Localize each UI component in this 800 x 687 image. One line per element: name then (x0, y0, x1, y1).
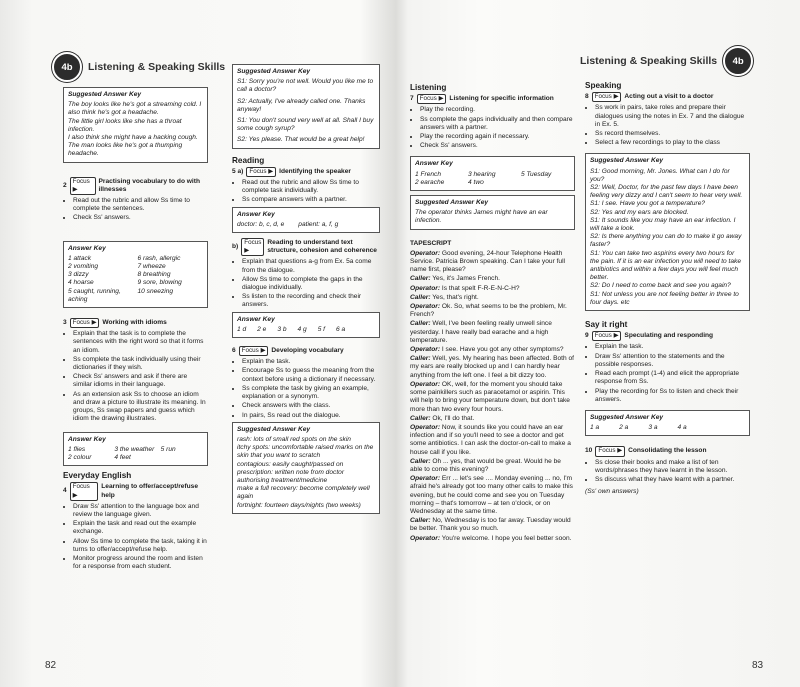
answer-line: S1: Sorry you're not well. Would you like me to call a doctor? (237, 78, 374, 94)
step-item: • As an extension ask Ss to choose an idiom and draw a picture to illustrate its meaning. In groups, Ss swap papers and guess which idiom the drawing illustrates. (73, 391, 208, 424)
speaking-heading: Speaking (585, 81, 622, 90)
exercise-number: 10 (585, 447, 593, 455)
answer-line: The operator thinks James might have an ear infection. (415, 209, 548, 225)
step-item: • Explain that questions a-g from Ex. 5a come from the dialogue. (242, 258, 380, 274)
exercise-7-suggested-key (410, 195, 575, 230)
answer-line: S2: Yes please. That would be a great help! (237, 136, 365, 144)
left-page (0, 0, 395, 687)
answer-line: rash: lots of small red spots on the skin (237, 435, 351, 443)
answer-line: The little girl looks like she has a throat infection. (68, 117, 182, 133)
tapescript-line (410, 381, 575, 414)
tapescript-line (410, 275, 575, 283)
answer: 2 a (619, 424, 629, 432)
step-item: • Ss complete the task individually using their dictionaries if they wish. (73, 356, 208, 372)
answer: 1 a (590, 424, 600, 432)
exercise-6-steps (232, 358, 380, 419)
answer-key-title: Suggested Answer Key (237, 68, 311, 75)
right-column-2 (585, 82, 750, 496)
exercise-2-heading (63, 177, 208, 195)
exercise-title: Reading to understand text structure, cohesion and coherence (267, 239, 377, 255)
exercise-5a-steps (232, 179, 380, 205)
triangle-icon: ▶ (72, 491, 78, 499)
step-item: • Ss work in pairs, take roles and prepare their dialogues using the notes in Ex. 7 and the dialogue in Ex. 5. (595, 104, 750, 129)
focus-text: Focus (241, 347, 259, 355)
step-item: • Explain the task. (595, 343, 750, 351)
tapescript-line (410, 535, 575, 543)
step-item: • Draw Ss' attention to the statements and the possible responses. (595, 353, 750, 369)
answer-line: The boy looks like he's got a streaming cold. I (68, 101, 202, 109)
answer: patient: a, f, g (298, 220, 339, 228)
speaker: Operator: (410, 475, 441, 483)
answer-grid (68, 255, 203, 304)
exercise-6-heading (232, 346, 380, 356)
utterance: Now, it sounds like you could have an ear infection and if so you'll need to see a doctor and get some antibiotics. I can ask the doctor-on-call to make a house call if you like. (410, 423, 571, 456)
step-item: • Ss complete the task by giving an example, explanation or a synonym. (242, 385, 380, 401)
tapescript-line (410, 346, 575, 354)
exercise-9-steps (585, 343, 750, 403)
answer-line: S1: Not unless you are not feeling better in three to four days. etc (590, 290, 739, 306)
exercise-number: 9 (585, 332, 589, 340)
exercise-number: 2 (63, 181, 67, 189)
triangle-icon: ▶ (617, 447, 623, 455)
focus-text: Focus (72, 483, 90, 491)
exercise-number: 7 (410, 95, 414, 103)
exercise-3-heading (63, 318, 208, 328)
focus-text: Focus (72, 177, 90, 185)
exercise-7-steps (410, 106, 575, 150)
answer-line: S2: Do I need to come back and see you again? (590, 282, 731, 290)
triangle-icon: ▶ (613, 93, 619, 101)
section-title: Listening & Speaking Skills (580, 55, 718, 67)
section-title: Listening & Speaking Skills (88, 61, 226, 73)
answer: 1 d (237, 325, 247, 333)
step-item: • Ss discuss what they have learnt with a partner. (595, 476, 750, 484)
exercise-10-heading (585, 446, 750, 456)
answer-key-title: Suggested Answer Key (415, 199, 489, 207)
step-item: • Play the recording. (420, 106, 575, 114)
step-item: • Ss record themselves. (595, 130, 750, 138)
speaker: Operator: (410, 346, 441, 354)
tapescript-line (410, 424, 575, 457)
answer: 3 b (277, 325, 287, 333)
triangle-icon: ▶ (72, 185, 78, 193)
focus-label (592, 331, 622, 341)
focus-label (246, 167, 276, 177)
right-page-header (580, 46, 753, 76)
step-item: • Ss compare answers with a partner. (242, 196, 380, 204)
exercise-number: 4 (63, 487, 67, 495)
exercise-4-heading (63, 482, 208, 500)
focus-text: Focus (594, 93, 612, 101)
step-item: • Allow Ss time to complete the task, taking it in turns to offer/accept/refuse help. (73, 538, 208, 554)
speaker: Caller: (410, 414, 431, 422)
answer (161, 454, 203, 462)
left-column-1 (63, 85, 208, 572)
focus-label (241, 238, 264, 256)
tapescript-line (410, 415, 575, 423)
exercise-title: Developing vocabulary (271, 347, 344, 355)
speaker: Caller: (410, 355, 431, 363)
listening-heading: Listening (410, 83, 447, 92)
everyday-english-heading: Everyday English (63, 471, 132, 481)
own-answers-note: (Ss' own answers) (585, 488, 639, 496)
speaker: Caller: (410, 320, 431, 328)
reading-heading: Reading (232, 155, 265, 165)
speaker: Operator: (410, 380, 441, 388)
exercise-9-heading (585, 331, 750, 341)
focus-label (70, 318, 100, 328)
answer: 1 flies (68, 445, 86, 453)
tapescript (410, 250, 575, 543)
focus-text: Focus (244, 239, 262, 247)
step-item: • Play the recording again if necessary. (420, 133, 575, 141)
answer-grid (68, 446, 203, 462)
answer: 5 f (317, 325, 326, 333)
step-item: • Check Ss' answers. (420, 142, 575, 150)
answer-line: The man looks like he's got a thumping headache. (68, 142, 183, 158)
step-item: • Check answers with the class. (242, 402, 380, 410)
say-it-right-heading: Say it right (585, 320, 628, 330)
exercise-5b-steps (232, 258, 380, 309)
answer (521, 179, 570, 187)
step-item: • In pairs, Ss read out the dialogue. (242, 412, 380, 420)
answer-line: S1: I see. Have you got a temperature? (590, 200, 706, 208)
page-number: 83 (752, 660, 764, 671)
triangle-icon: ▶ (91, 319, 97, 327)
exercise-number: 6 (232, 347, 236, 355)
triangle-icon: ▶ (613, 332, 619, 340)
step-item: • Explain the task. (242, 358, 380, 366)
exercise-number: 5 a) (232, 167, 244, 175)
focus-text: Focus (249, 167, 267, 175)
answer-line: S2: Actually, I've already called one. Thanks anyway! (237, 97, 366, 113)
answer: 5 run (160, 445, 176, 453)
step-item: • Select a few recordings to play to the class (595, 139, 750, 147)
answer: 3 dizzy (68, 271, 89, 279)
step-item: • Check Ss' answers. (73, 214, 208, 222)
speaker: Caller: (410, 293, 431, 301)
answer: 4 a (677, 424, 687, 432)
exercise-number: b) (232, 243, 239, 251)
triangle-icon: ▶ (268, 167, 274, 175)
exercise-8-heading (585, 92, 750, 102)
step-item: • Check Ss' answers and ask if there are similar idioms in their language. (73, 373, 208, 389)
utterance: Err ... let's see .... Monday evening ... no, I'm afraid he's already got too many other calls to make this evening, but he could come and see you on Tuesday morning – that's tomorrow – at ten o'clock, or on Wednesday at the same time. (410, 475, 573, 515)
answer-line: S1: Good morning, Mr. Jones. What can I do for you? (590, 167, 730, 183)
answer-line: fortnight: fourteen days/nights (two weeks) (237, 501, 361, 509)
exercise-5b-heading (232, 238, 380, 256)
speaker: Operator: (410, 303, 441, 311)
exercise-title: Consolidating the lesson (628, 447, 707, 455)
unit-badge: 4b (723, 46, 753, 76)
answer: 3 a (648, 424, 658, 432)
step-item: • Ss listen to the recording and check their answers. (242, 293, 380, 309)
exercise-7-answer-key (410, 156, 575, 191)
step-item: • Explain the task and read out the example exchange. (73, 520, 208, 536)
answer-key-title: Suggested Answer Key (237, 425, 311, 433)
left-column-2 (232, 62, 380, 518)
tapescript-line (410, 517, 575, 533)
answer-line: make a full recovery: become completely well again (237, 485, 370, 501)
triangle-icon: ▶ (438, 95, 444, 103)
utterance: Yes, that's right. (432, 293, 479, 301)
tapescript-heading: TAPESCRIPT (410, 239, 452, 247)
answer: 4 hoarse (68, 279, 94, 287)
exercise-number: 3 (63, 319, 67, 327)
answer: 4 two (468, 178, 484, 186)
step-item: • Ss close their books and make a list of ten words/phrases they have learnt in the lesson. (595, 459, 750, 475)
speaker: Caller: (410, 275, 431, 283)
exercise-title: Acting out a visit to a doctor (624, 93, 714, 101)
answer: 4 g (297, 325, 307, 333)
answer: 5 caught, running, aching (68, 287, 121, 303)
utterance: Ok. So, what seems to be the problem, Mr. French? (410, 303, 567, 319)
suggested-answer-key-box (63, 87, 208, 163)
answer: 1 attack (68, 254, 92, 262)
answer-line: S2: Well, Doctor, for the past few days I have been feeling very dizzy and I can't seem to hear very well. (590, 184, 743, 200)
focus-label (70, 482, 99, 500)
answer: 6 rash, allergic (137, 254, 181, 262)
exercise-title: Working with idioms (102, 319, 167, 327)
focus-label (592, 92, 622, 102)
answer: doctor: b, c, d, e (237, 220, 285, 228)
answer: 5 Tuesday (521, 170, 552, 178)
answer: 3 the weather (114, 445, 155, 453)
answer-line: itchy spots: uncomfortable raised marks on the skin that you want to scratch (237, 444, 374, 460)
focus-label (417, 94, 447, 104)
answer-key-title: Answer Key (68, 435, 106, 443)
exercise-5b-answer-key (232, 312, 380, 338)
answer: 7 wheeze (137, 263, 166, 271)
answer: 8 breathing (137, 271, 171, 279)
speaker: Operator: (410, 534, 441, 542)
focus-text: Focus (594, 332, 612, 340)
answer-key-title: Suggested Answer Key (590, 413, 664, 421)
exercise-9-answer-key (585, 410, 750, 436)
answer: 2 e (257, 325, 267, 333)
step-item: • Read each prompt (1-4) and elicit the appropriate response from Ss. (595, 370, 750, 386)
utterance: Good evening, 24-hour Telephone Health Service. Patricia Brown speaking. Can I take your full name first, please? (410, 249, 566, 274)
answer: 9 sore, blowing (137, 279, 182, 287)
exercise-number: 8 (585, 93, 589, 101)
speaker: Operator: (410, 284, 441, 292)
utterance: Is that spelt F-R-E-N-C-H? (441, 284, 520, 292)
answer-row (590, 424, 745, 432)
triangle-icon: ▶ (260, 347, 266, 355)
right-column-1 (410, 84, 575, 544)
focus-text: Focus (72, 319, 90, 327)
step-item: • Play the recording for Ss to listen and check their answers. (595, 388, 750, 404)
utterance: Well, yes. My hearing has been affected. Both of my ears are really blocked up and I can hardly hear anything from the left one. I feel a bit dizzy too. (410, 355, 574, 379)
answer: 4 feet (114, 453, 131, 461)
answer: 2 vomiting (68, 263, 99, 271)
unit-badge: 4b (52, 52, 82, 82)
left-page-header (52, 52, 225, 82)
focus-label (239, 346, 269, 356)
focus-label (70, 177, 96, 195)
exercise-2-steps (63, 197, 208, 223)
answer-line: S2: Yes and my ears are blocked. (590, 208, 689, 216)
utterance: Well, I've been feeling really unwell since yesterday. I have really bad earache and a high temperature. (410, 320, 552, 344)
step-item: • Read out the rubric and allow Ss time to complete the sentences. (73, 197, 208, 213)
answer-key-title: Suggested Answer Key (68, 91, 142, 98)
focus-label (595, 446, 625, 456)
utterance: You're welcome. I hope you feel better soon. (441, 534, 572, 542)
answer: 10 sneezing (137, 287, 174, 295)
step-item: • Ss complete the gaps individually and then compare answers with a partner. (420, 116, 575, 132)
step-item: • Allow Ss time to complete the gaps in the dialogue individually. (242, 276, 380, 292)
step-item: • Monitor progress around the room and listen for a response from each student. (73, 555, 208, 571)
exercise-2-answer-key (63, 241, 208, 308)
utterance: OK, well, for the moment you should take some painkillers such as paracetamol or aspirin. This will help to bring your temperature down, but don't take more than two every four hours. (410, 380, 570, 413)
exercise-6-answer-key (232, 422, 380, 514)
tapescript-line (410, 250, 575, 275)
exercise-10-steps (585, 459, 750, 485)
exercise-7-heading (410, 94, 575, 104)
exercise-3-steps (63, 330, 208, 423)
exercise-5a-heading (232, 167, 380, 177)
exercise-5a-answer-key (232, 207, 380, 233)
exercise-title: Listening for specific information (449, 95, 554, 103)
step-item: • Read out the rubric and allow Ss time to complete task individually. (242, 179, 380, 195)
answer: 2 earache (415, 178, 445, 186)
answer-line: also think he's got a headache. (68, 109, 159, 117)
exercise-title: Practising vocabulary to do with illnesses (98, 177, 200, 193)
tapescript-line (410, 458, 575, 474)
page-number: 82 (45, 660, 57, 671)
utterance: Yes, it's James French. (432, 275, 500, 283)
answer-key-title: Answer Key (415, 160, 453, 168)
answer-line: S1: It sounds like you may have an ear infection. I will take a look. (590, 216, 736, 233)
answer-row (237, 326, 375, 334)
step-item: • Explain that the task is to complete the sentences with the right word so that it forms an idiom. (73, 330, 208, 355)
utterance: I see. Have you got any other symptoms? (441, 346, 564, 354)
tapescript-line (410, 285, 575, 293)
focus-text: Focus (598, 447, 616, 455)
exercise-4-steps (63, 503, 208, 572)
exercise-3-answer-key (63, 432, 208, 467)
answer-line: S1: You don't sound very well at all. Shall I buy some cough syrup? (237, 117, 374, 133)
answer: 1 French (415, 170, 442, 178)
tapescript-line (410, 294, 575, 302)
step-item: • Draw Ss' attention to the language box and review the language given. (73, 503, 208, 519)
speaker: Operator: (410, 249, 441, 257)
answer-key-title: Suggested Answer Key (590, 157, 664, 165)
answer-key-title: Answer Key (237, 210, 275, 218)
exercise-8-answer-key (585, 153, 750, 311)
tapescript-line (410, 355, 575, 380)
utterance: No, Wednesday is too far away. Tuesday would be better. Thank you so much. (410, 517, 571, 533)
step-item: • Encourage Ss to guess the meaning from the context before using a dictionary if necessary. (242, 367, 380, 383)
answer: 2 colour (68, 453, 92, 461)
triangle-icon: ▶ (244, 247, 250, 255)
focus-text: Focus (419, 95, 437, 103)
answer-key-title: Answer Key (68, 244, 106, 252)
answer-key-title: Answer Key (237, 315, 275, 323)
answer-row (237, 221, 375, 229)
answer-line: prescription: written note from doctor authorising treatment/medicine (237, 468, 345, 484)
answer: 6 a (336, 325, 346, 333)
utterance: Oh ... yes, that would be great. Would he be able to come this evening? (410, 457, 561, 473)
answer-line: S2: Is there anything you can do to make it go away faster? (590, 233, 742, 249)
answer: 3 hearing (468, 170, 496, 178)
exercise-title: Identifying the speaker (279, 167, 351, 175)
exercise-title: Learning to offer/accept/refuse help (101, 483, 199, 499)
answer-line: I also think she might have a hacking cough. (68, 134, 198, 142)
speaker: Operator: (410, 423, 441, 431)
exercise-8-steps (585, 104, 750, 147)
speaker: Caller: (410, 517, 431, 525)
tapescript-line (410, 320, 575, 345)
suggested-answer-key-box (232, 64, 380, 149)
tapescript-line (410, 303, 575, 319)
answer-line: S1: You can take two aspirins every two hours for the pain. If it is an ear infection you will need to take antibiotics and within a few days you will feel much better. (590, 249, 742, 282)
answer-line: contagious: easily caught/passed on (237, 460, 344, 468)
speaker: Caller: (410, 457, 431, 465)
answer-grid (415, 171, 570, 187)
exercise-title: Speculating and responding (624, 332, 714, 340)
utterance: Ok, I'll do that. (432, 414, 475, 422)
tapescript-line (410, 475, 575, 516)
right-page (400, 0, 800, 687)
